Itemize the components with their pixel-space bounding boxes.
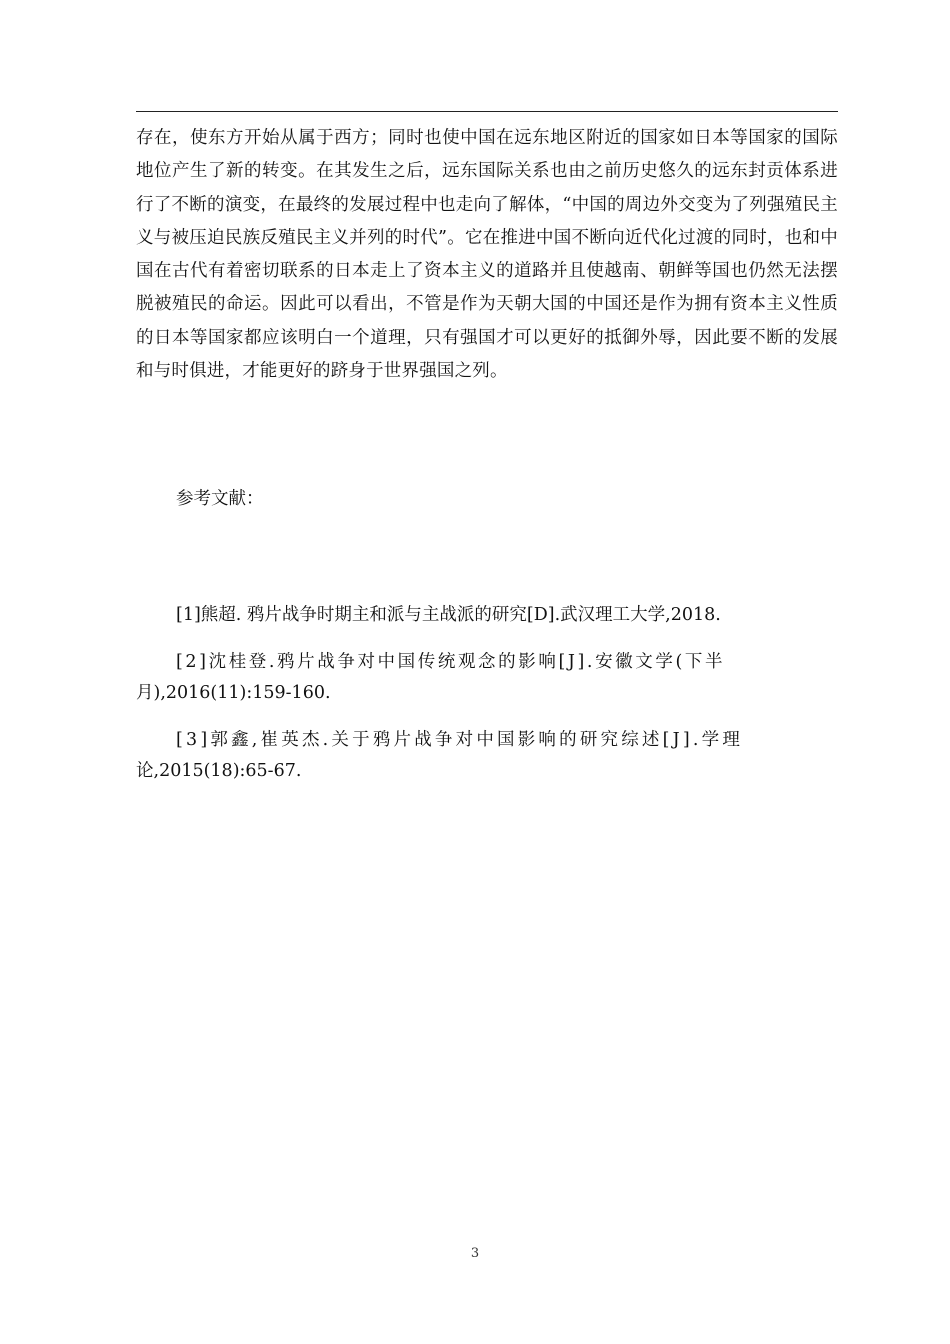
- body-paragraph: 存在，使东方开始从属于西方；同时也使中国在远东地区附近的国家如日本等国家的国际地位产生了新的转变。在其发生之后，远东国际关系也由之前历史悠久的远东封贡体系进行了不断的演变，在最终的发展过程中也走向了解体，“中国的周边外交变为了列强殖民主义与被压迫民族反殖民主义并列的时代”。它在推进中国不断向近代化过渡的同时，也和中国在古代有着密切联系的日本走上了资本主义的道路并且使越南、朝鲜等国也仍然无法摆脱被殖民的命运。因此可以看出，不管是作为天朝大国的中国还是作为拥有资本主义性质的日本等国家都应该明白一个道理，只有强国才可以更好的抵御外辱，因此要不断的发展和与时俱进，才能更好的跻身于世界强国之列。: [136, 128, 838, 382]
- header-rule: [136, 111, 838, 112]
- reference-item-2-tail: 月),2016(11):159-160.: [136, 683, 331, 703]
- references-list: [136, 600, 838, 803]
- reference-item-3: [136, 725, 838, 788]
- page-number: 3: [470, 1246, 480, 1261]
- reference-item-3-text: [3]郭鑫,崔英杰.关于鸦片战争对中国影响的研究综述[J].学理: [176, 729, 744, 750]
- reference-item-2-text: [2]沈桂登.鸦片战争对中国传统观念的影响[J].安徽文学(下半: [176, 651, 726, 672]
- references-heading: 参考文献：: [176, 489, 264, 509]
- reference-item-3-tail: 论,2015(18):65-67.: [136, 761, 302, 781]
- reference-item-1: [136, 600, 838, 632]
- reference-item-1-text: [1]熊超. 鸦片战争时期主和派与主战派的研究[D].武汉理工大学,2018.: [176, 605, 721, 625]
- reference-item-2: [136, 647, 838, 710]
